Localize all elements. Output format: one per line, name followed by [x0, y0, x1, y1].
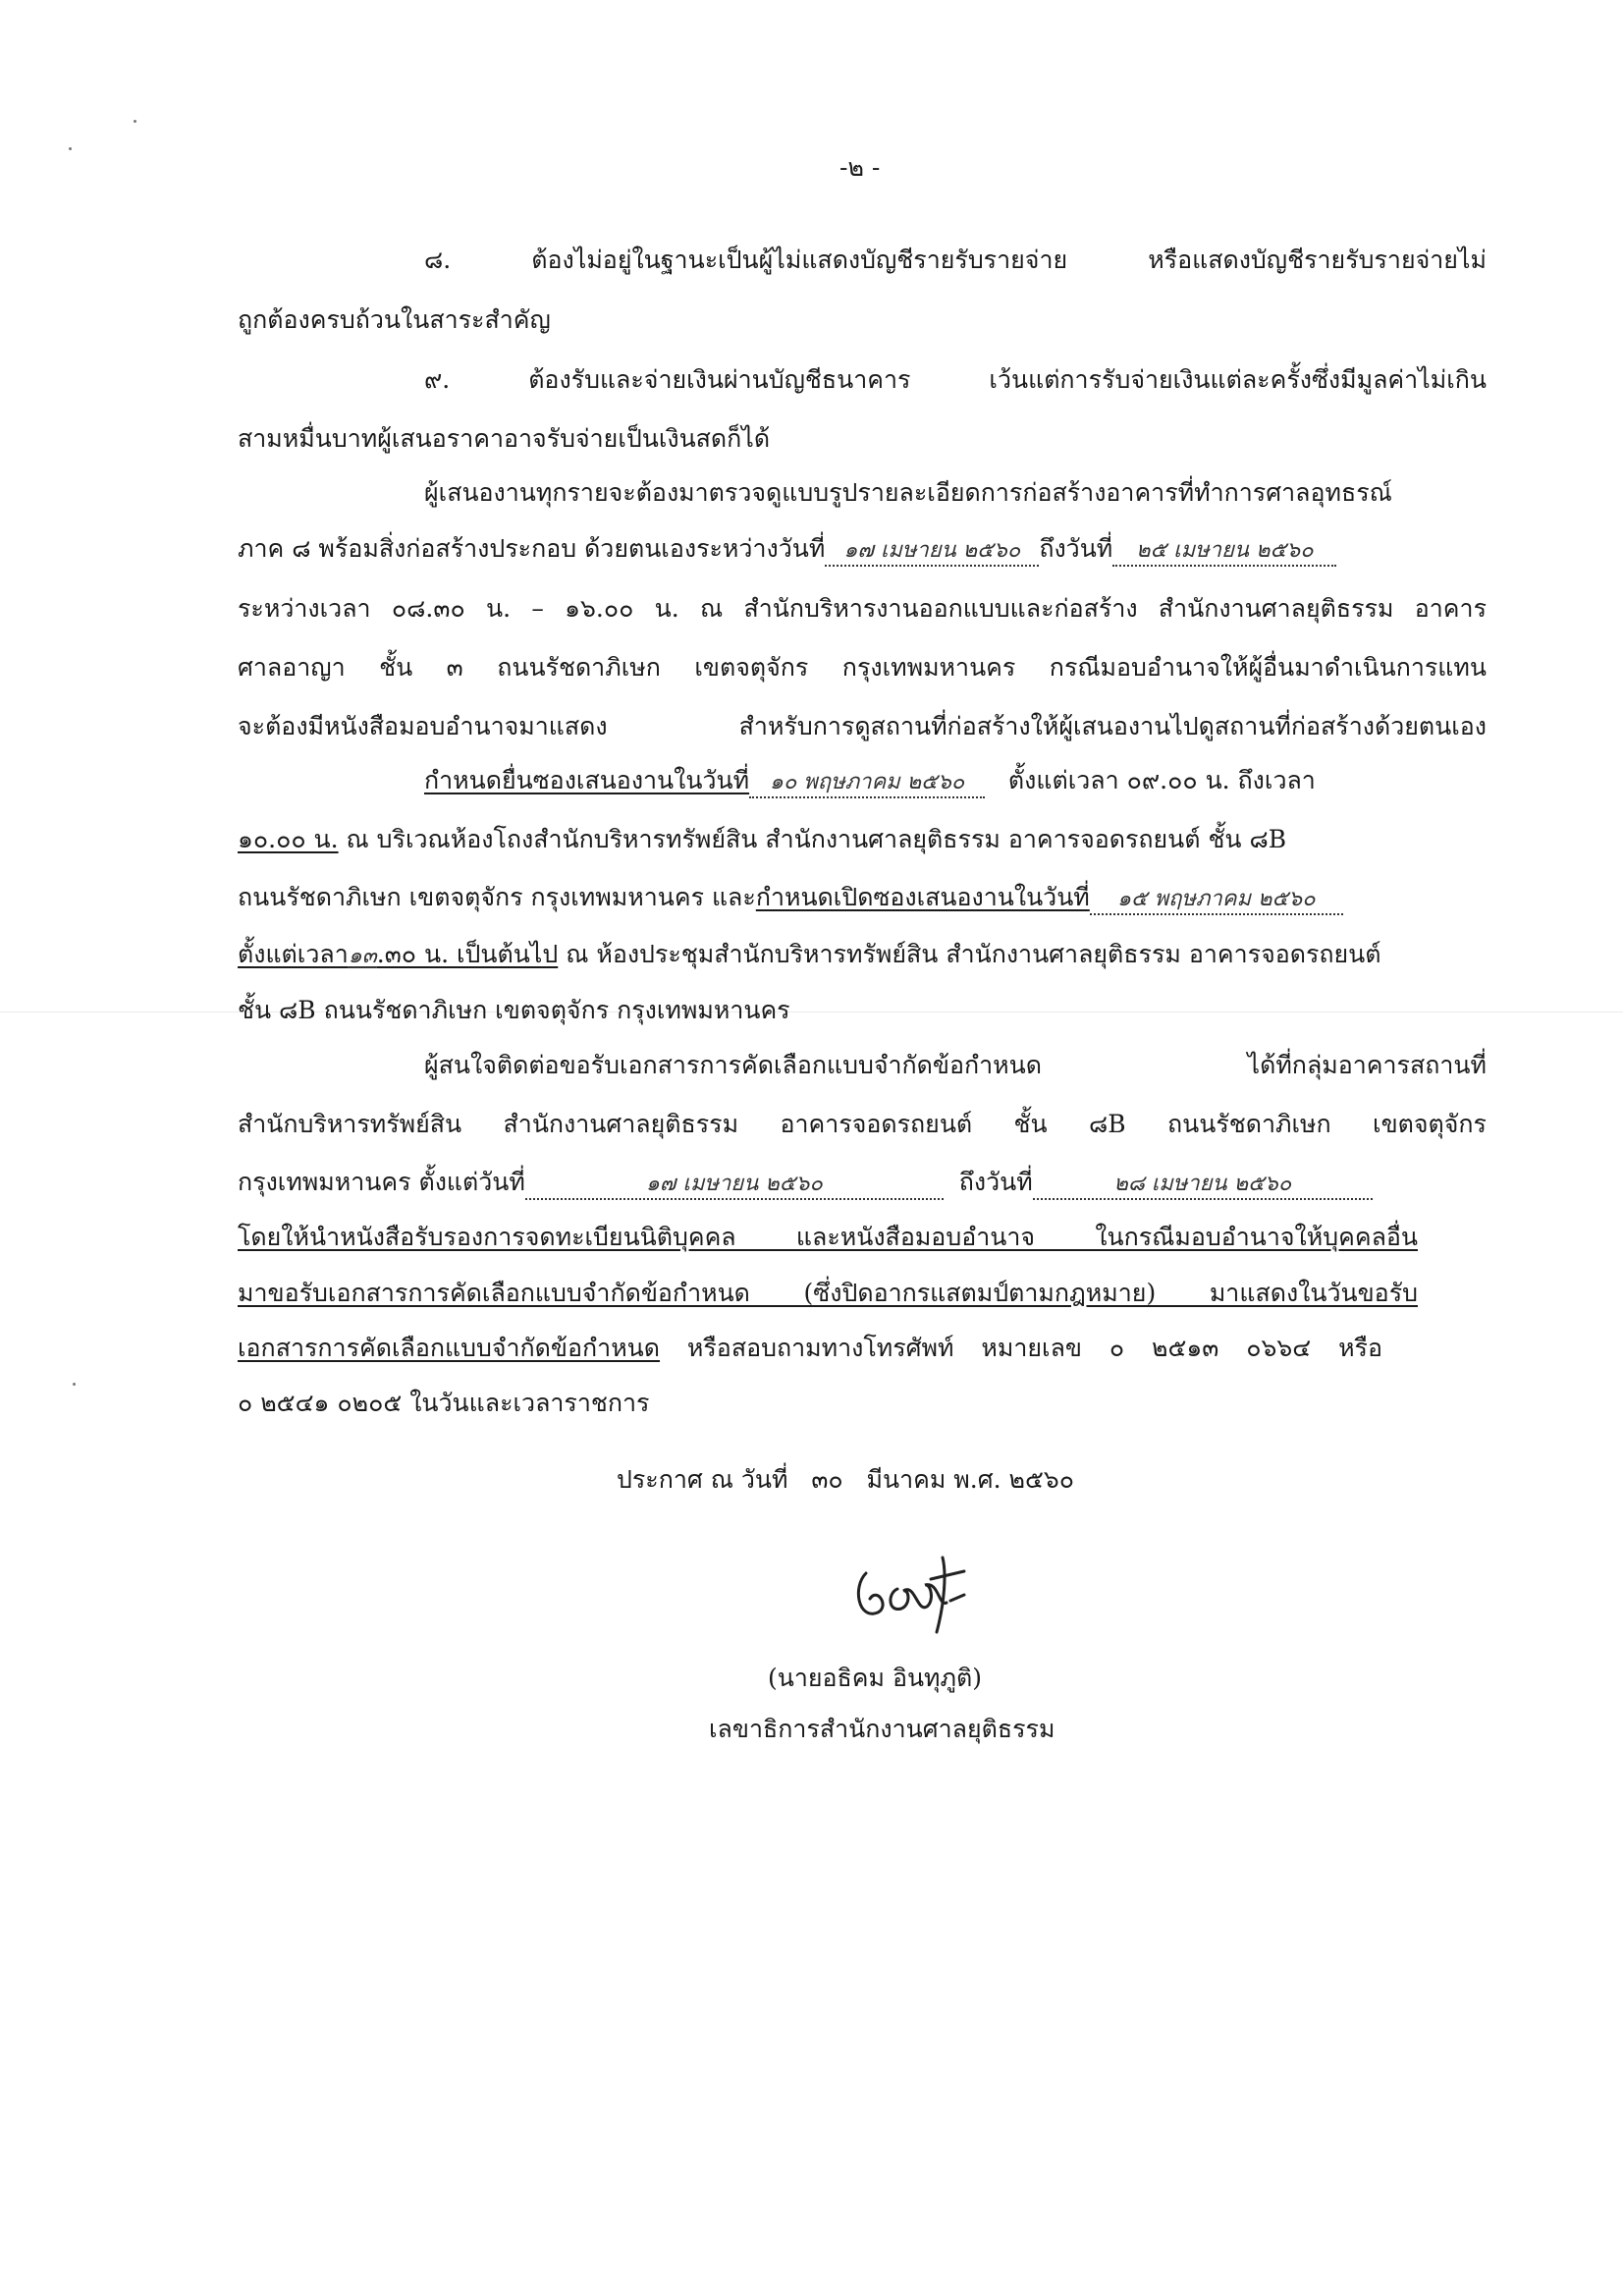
handwritten-doc-end-date: ๒๘ เมษายน ๒๕๖๐	[1033, 1171, 1373, 1200]
submission-time-text: ตั้งแต่เวลา ๐๙.๐๐ น. ถึงเวลา	[1007, 766, 1316, 794]
opening-date-label: กำหนดเปิดซองเสนองานในวันที่	[755, 883, 1090, 911]
inspection-line2-text: ภาค ๘ พร้อมสิ่งก่อสร้างประกอบ ด้วยตนเองระหว่างวันที่	[238, 534, 826, 563]
submission-line5: ชั้น ๘B ถนนรัชดาภิเษก เขตจตุจักร กรุงเทพมหานคร	[238, 996, 790, 1024]
opening-time-label: ตั้งแต่เวลา	[238, 940, 349, 968]
documents-from-text: กรุงเทพมหานคร ตั้งแต่วันที่	[238, 1168, 525, 1196]
scan-speck	[69, 147, 72, 150]
submission-line2	[238, 823, 1286, 856]
announcement-date	[617, 1463, 1074, 1497]
item9-line1: ๙. ต้องรับและจ่ายเงินผ่านบัญชีธนาคาร เว้นแต่การรับจ่ายเงินแต่ละครั้งซึ่งมีมูลค่าไม่เกิน	[424, 365, 1487, 394]
opening-location: ณ ห้องประชุมสำนักบริหารทรัพย์สิน สำนักงานศาลยุติธรรม อาคารจอดรถยนต์	[566, 940, 1381, 968]
handwritten-submission-date: ๑๐ พฤษภาคม ๒๕๖๐	[749, 769, 985, 798]
documents-receive-label: เอกสารการคัดเลือกแบบจำกัดข้อกำหนด	[238, 1334, 660, 1362]
documents-line2: สำนักบริหารทรัพย์สิน สำนักงานศาลยุติธรรม อาคารจอดรถยนต์ ชั้น ๘B ถนนรัชดาภิเษก เขตจตุจักร	[238, 1110, 1487, 1138]
documents-line4: โดยให้นำหนังสือรับรองการจดทะเบียนนิติบุคคล และหนังสือมอบอำนาจ ในกรณีมอบอำนาจให้บุคคลอื่น	[238, 1223, 1418, 1251]
documents-phone-text: หรือสอบถามทางโทรศัพท์ หมายเลข ๐ ๒๕๑๓ ๐๖๖๔ หรือ	[686, 1334, 1382, 1362]
handwritten-date-start: ๑๗ เมษายน ๒๕๖๐	[825, 537, 1039, 567]
announcement-day: ๓๐	[811, 1465, 843, 1494]
inspection-line1: ผู้เสนองานทุกรายจะต้องมาตรวจดูแบบรูปรายละเอียดการก่อสร้างอาคารที่ทำการศาลอุทธรณ์	[424, 478, 1392, 507]
documents-to-text: ถึงวันที่	[958, 1168, 1033, 1196]
handwritten-signature	[844, 1544, 982, 1652]
documents-line3	[238, 1166, 1373, 1200]
inspection-line3: ระหว่างเวลา ๐๘.๓๐ น. – ๑๖.๐๐ น. ณ สำนักบริหารงานออกแบบและก่อสร้าง สำนักงานศาลยุติธรรม อาคาร	[238, 594, 1487, 623]
signatory-title: เลขาธิการสำนักงานศาลยุติธรรม	[709, 1715, 1055, 1743]
documents-line6	[238, 1332, 1382, 1365]
handwritten-doc-start-date: ๑๗ เมษายน ๒๕๖๐	[525, 1171, 944, 1200]
signatory-name: (นายอธิคม อินทุภูติ)	[768, 1664, 983, 1692]
announcement-post: มีนาคม พ.ศ. ๒๕๖๐	[866, 1465, 1074, 1494]
inspection-line4: ศาลอาญา ชั้น ๓ ถนนรัชดาภิเษก เขตจตุจักร กรุงเทพมหานคร กรณีมอบอำนาจให้ผู้อื่นมาดำเนินการแทน	[238, 653, 1487, 682]
handwritten-opening-date: ๑๕ พฤษภาคม ๒๕๖๐	[1090, 886, 1343, 915]
scan-speck	[134, 120, 136, 123]
documents-line5: มาขอรับเอกสารการคัดเลือกแบบจำกัดข้อกำหนด (ซึ่งปิดอากรแสตมป์ตามกฎหมาย) มาแสดงในวันขอรับ	[238, 1279, 1418, 1307]
handwritten-date-end: ๒๕ เมษายน ๒๕๖๐	[1112, 537, 1336, 567]
inspection-line2-mid: ถึงวันที่	[1039, 534, 1113, 563]
inspection-line5: จะต้องมีหนังสือมอบอำนาจมาแสดง สำหรับการดูสถานที่ก่อสร้างให้ผู้เสนองานไปดูสถานที่ก่อสร้างด้วยตนเอง	[238, 712, 1487, 740]
inspection-line2	[238, 532, 1336, 567]
submission-end-time: ๑๐.๐๐ น.	[238, 825, 339, 853]
item9-line2: สามหมื่นบาทผู้เสนอราคาอาจรับจ่ายเป็นเงินสดก็ได้	[238, 424, 771, 453]
documents-line7: ๐ ๒๕๔๑ ๐๒๐๕ ในวันและเวลาราชการ	[238, 1389, 650, 1417]
submission-road-text: ถนนรัชดาภิเษก เขตจตุจักร กรุงเทพมหานคร และ	[238, 883, 756, 911]
item8-line1: ๘. ต้องไม่อยู่ในฐานะเป็นผู้ไม่แสดงบัญชีรายรับรายจ่าย หรือแสดงบัญชีรายรับรายจ่ายไม่	[424, 246, 1487, 274]
scan-speck	[73, 1383, 76, 1386]
submission-line3	[238, 881, 1343, 915]
announcement-pre: ประกาศ ณ วันที่	[617, 1465, 788, 1494]
item8-line2: ถูกต้องครบถ้วนในสาระสำคัญ	[238, 305, 551, 334]
handwritten-opening-hour: ๑๓	[348, 944, 377, 968]
submission-line4	[238, 938, 1381, 973]
opening-time-suffix: .๓๐ น. เป็นต้นไป	[376, 940, 559, 968]
submission-line1	[424, 764, 1316, 798]
submission-deadline-label: กำหนดยื่นซองเสนองานในวันที่	[424, 766, 750, 794]
submission-location: ณ บริเวณห้องโถงสำนักบริหารทรัพย์สิน สำนักงานศาลยุติธรรม อาคารจอดรถยนต์ ชั้น ๘B	[346, 825, 1287, 853]
documents-line1: ผู้สนใจติดต่อขอรับเอกสารการคัดเลือกแบบจำกัดข้อกำหนด ได้ที่กลุ่มอาคารสถานที่	[424, 1051, 1487, 1079]
page-number: -๒ -	[839, 153, 881, 182]
